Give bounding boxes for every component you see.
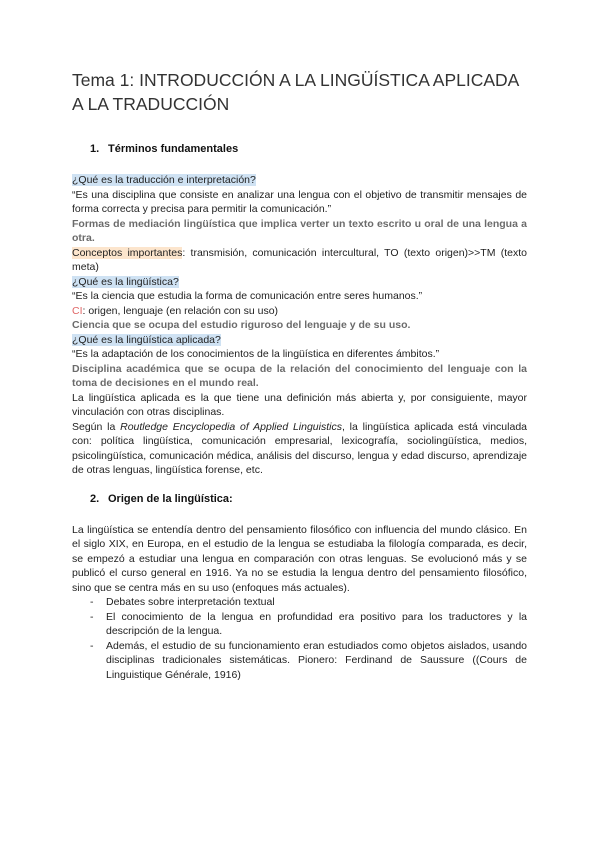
- bold-definition-translation: Formas de mediación lingüística que implica verter un texto escrito u oral de una lengua a otra.: [72, 217, 527, 244]
- list-item-text: Debates sobre interpretación textual: [106, 596, 275, 608]
- list-item: [90, 595, 527, 610]
- question-linguistics-text: ¿Qué es la lingüística?: [72, 275, 179, 288]
- paragraph-applied-open: La lingüística aplicada es la que tiene una definición más abierta y, por consiguiente, mayor vinculación con otras disciplinas.: [72, 391, 527, 418]
- paragraph-origin: La lingüística se entendía dentro del pensamiento filosófico con influencia del mundo clásico. En el siglo XIX, en Europa, en el estudio de la lengua se estudiaba la filología comparada, es decir, se empezó a estudiar una lengua en comparación con otras lenguas. Se evolucionó más y se publicó el curso general en 1916. Ya no se estudia la lengua dentro del pensamiento filosófico, sino que se centra más en su uso (enfoques más actuales).: [72, 523, 527, 594]
- question-linguistics: [72, 275, 527, 290]
- definition-applied-linguistics: “Es la adaptación de los conocimientos de la lingüística en diferentes ámbitos.”: [72, 348, 440, 360]
- page-title: Tema 1: INTRODUCCIÓN A LA LINGÜÍSTICA APLICADA A LA TRADUCCIÓN: [72, 70, 519, 114]
- bold-definition-linguistics: Ciencia que se ocupa del estudio riguroso del lenguaje y de su uso.: [72, 319, 411, 331]
- concepts-text: : transmisión, comunicación intercultural, TO (texto origen)>>TM (texto meta): [72, 246, 527, 273]
- concepts-label: Conceptos importantes: [72, 246, 183, 259]
- list-item: [90, 610, 527, 639]
- list-item-text: Además, el estudio de su funcionamiento eran estudiados como objetos aislados, usando disciplinas tradicionales sistemáticas. Pionero: Ferdinand de Saussure ((Cours de Linguistique Générale, 1916): [106, 639, 527, 681]
- question-translation-text: ¿Qué es la traducción e interpretación?: [72, 174, 256, 186]
- definition-translation: “Es una disciplina que consiste en analizar una lengua con el objetivo de transmitir mensajes de forma correcta y precisa para permitir la comunicación.”: [72, 188, 527, 215]
- ci-paragraph: [72, 304, 527, 319]
- list-item: [90, 639, 527, 683]
- list-item-text: El conocimiento de la lengua en profundidad era positivo para los traductores y la descripción de la lengua.: [106, 610, 527, 637]
- section-2-heading: [90, 493, 527, 505]
- dash-mark: -: [90, 639, 94, 652]
- ci-text: : origen, lenguaje (en relación con su uso): [82, 304, 279, 317]
- dash-mark: -: [90, 610, 94, 623]
- paragraph-routledge: [72, 420, 527, 478]
- routledge-post: , la lingüística aplicada está vinculada con: política lingüística, comunicación empresarial, lexicografía, sociolingüística, medios, psicolingüística, comunicación médica, análisis del discurso, lengua y edad discurso, aprendizaje de otras lenguas, lingüística forense, etc.: [72, 420, 527, 476]
- question-applied-linguistics: [72, 333, 527, 348]
- routledge-pre: Según la: [72, 420, 121, 433]
- section-1-number: 1.: [90, 143, 100, 155]
- section-2-number: 2.: [90, 492, 100, 505]
- section-2-title: Origen de la lingüística:: [108, 492, 233, 505]
- question-applied-linguistics-text: ¿Qué es la lingüística aplicada?: [72, 333, 221, 346]
- routledge-title: Routledge Encyclopedia of Applied Linguistics: [120, 420, 342, 433]
- concepts-paragraph: [72, 246, 527, 275]
- document-page: [72, 68, 527, 682]
- section-1-title: Términos fundamentales: [108, 143, 239, 155]
- ci-label: CI: [72, 304, 83, 317]
- definition-linguistics: “Es la ciencia que estudia la forma de comunicación entre seres humanos.”: [72, 290, 423, 302]
- bullet-list: [72, 595, 527, 682]
- bold-definition-applied-linguistics: Disciplina académica que se ocupa de la relación del conocimiento del lenguaje con la toma de decisiones en el mundo real.: [72, 362, 527, 389]
- dash-mark: -: [90, 596, 94, 608]
- question-translation: [72, 173, 527, 188]
- section-1-heading: [90, 143, 527, 155]
